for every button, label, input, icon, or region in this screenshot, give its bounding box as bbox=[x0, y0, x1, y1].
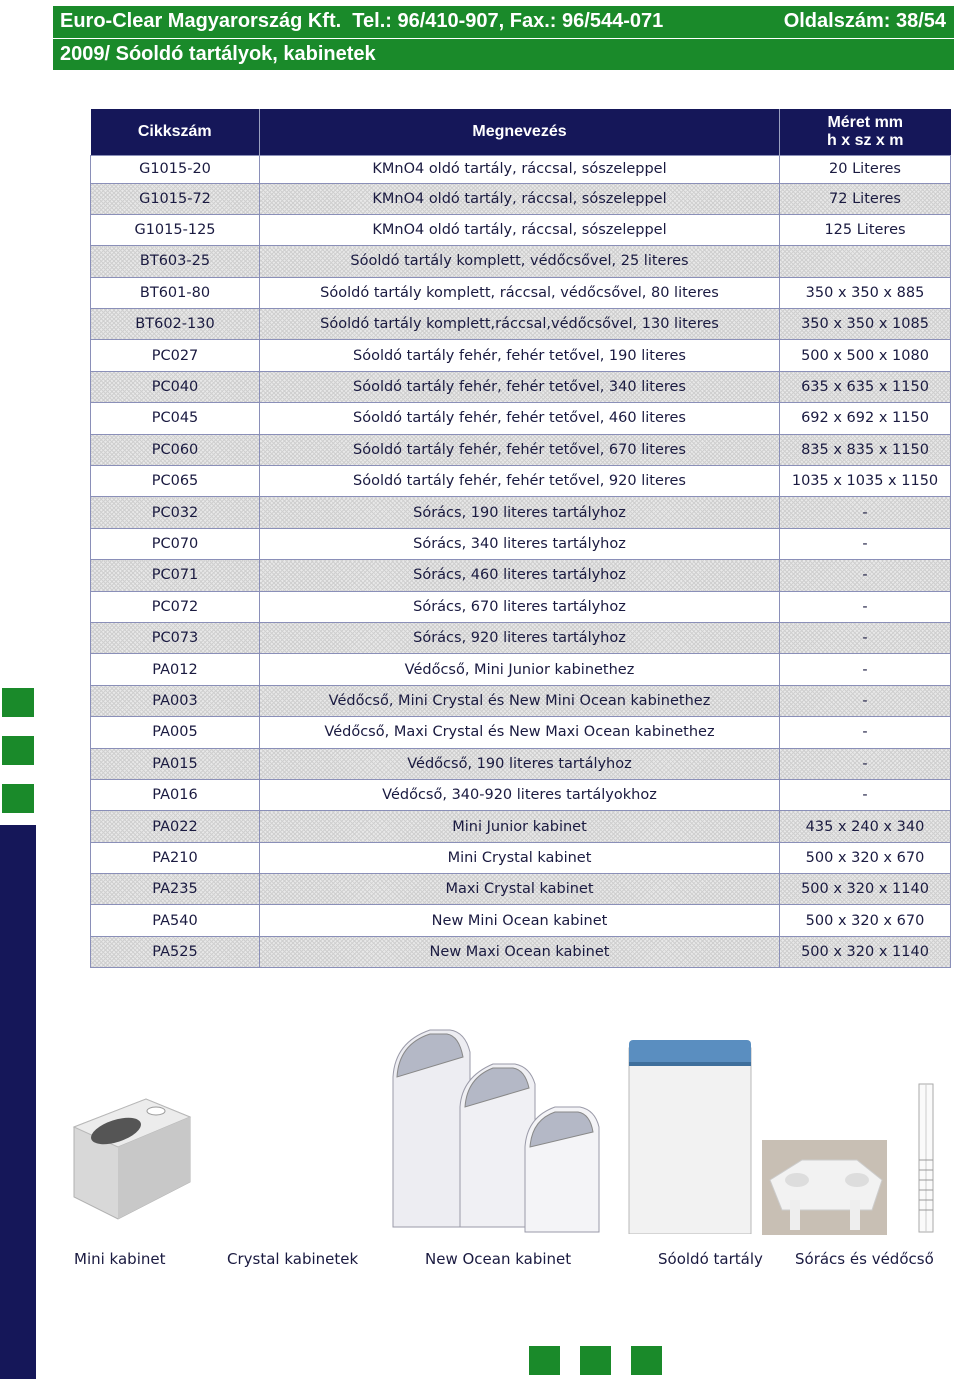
decor-square bbox=[580, 1346, 611, 1375]
cell-name: KMnO4 oldó tartály, ráccsal, sószeleppel bbox=[260, 183, 780, 214]
cell-code: G1015-20 bbox=[91, 155, 260, 183]
cell-size: - bbox=[780, 717, 951, 748]
cell-code: BT601-80 bbox=[91, 277, 260, 308]
mini-kabinet-image bbox=[68, 1097, 193, 1232]
cell-size: 500 x 320 x 670 bbox=[780, 842, 951, 873]
cell-name: Sórács, 190 literes tartályhoz bbox=[260, 497, 780, 528]
cell-size: 125 Literes bbox=[780, 214, 951, 245]
table-row bbox=[91, 811, 951, 842]
cell-name: Védőcső, 340-920 literes tartályokhoz bbox=[260, 779, 780, 810]
cell-size: - bbox=[780, 560, 951, 591]
header-bar bbox=[53, 6, 954, 38]
table-row bbox=[91, 748, 951, 779]
crystal-kabinetek-image bbox=[385, 1022, 615, 1237]
cell-size: 692 x 692 x 1150 bbox=[780, 403, 951, 434]
table-row bbox=[91, 591, 951, 622]
cell-size: 435 x 240 x 340 bbox=[780, 811, 951, 842]
table-row bbox=[91, 309, 951, 340]
table-row bbox=[91, 246, 951, 277]
table-row bbox=[91, 685, 951, 716]
cell-code: BT602-130 bbox=[91, 309, 260, 340]
cell-name: Maxi Crystal kabinet bbox=[260, 874, 780, 905]
cell-code: PC073 bbox=[91, 622, 260, 653]
table-row bbox=[91, 371, 951, 402]
cell-name: Sórács, 340 literes tartályhoz bbox=[260, 528, 780, 559]
cell-code: PC027 bbox=[91, 340, 260, 371]
table-row bbox=[91, 622, 951, 653]
table-row bbox=[91, 905, 951, 936]
cell-name: New Mini Ocean kabinet bbox=[260, 905, 780, 936]
table-row bbox=[91, 155, 951, 183]
table-row bbox=[91, 214, 951, 245]
section-title: 2009/ Sóoldó tartályok, kabinetek bbox=[60, 43, 376, 65]
sooldo-tartaly-image bbox=[762, 1140, 887, 1235]
table-header-row bbox=[91, 109, 951, 155]
left-decor-bar bbox=[0, 825, 36, 1379]
cell-size: - bbox=[780, 748, 951, 779]
cell-code: PC071 bbox=[91, 560, 260, 591]
table-row bbox=[91, 277, 951, 308]
cell-code: G1015-72 bbox=[91, 183, 260, 214]
cell-name: Sórács, 920 literes tartályhoz bbox=[260, 622, 780, 653]
cell-size: 350 x 350 x 885 bbox=[780, 277, 951, 308]
cell-name: Sóoldó tartály fehér, fehér tetővel, 340 literes bbox=[260, 371, 780, 402]
cell-name: Sóoldó tartály komplett, védőcsővel, 25 literes bbox=[260, 246, 780, 277]
table-row bbox=[91, 528, 951, 559]
cell-size: 72 Literes bbox=[780, 183, 951, 214]
table-row bbox=[91, 183, 951, 214]
cell-name: Sóoldó tartály fehér, fehér tetővel, 190 literes bbox=[260, 340, 780, 371]
cell-name: KMnO4 oldó tartály, ráccsal, sószeleppel bbox=[260, 214, 780, 245]
table-row bbox=[91, 340, 951, 371]
cell-size: 500 x 500 x 1080 bbox=[780, 340, 951, 371]
cell-code: BT603-25 bbox=[91, 246, 260, 277]
column-header-size: Méret mm h x sz x m bbox=[780, 109, 951, 155]
cell-size: 500 x 320 x 1140 bbox=[780, 874, 951, 905]
cell-name: Mini Junior kabinet bbox=[260, 811, 780, 842]
cell-code: PA210 bbox=[91, 842, 260, 873]
cell-name: New Maxi Ocean kabinet bbox=[260, 936, 780, 967]
cell-name: KMnO4 oldó tartály, ráccsal, sószeleppel bbox=[260, 155, 780, 183]
new-ocean-kabinet-image bbox=[627, 1038, 753, 1234]
cell-size: 20 Literes bbox=[780, 155, 951, 183]
cell-size: 635 x 635 x 1150 bbox=[780, 371, 951, 402]
caption-new-ocean-kabinet: New Ocean kabinet bbox=[425, 1250, 572, 1268]
decor-square bbox=[631, 1346, 662, 1375]
column-header-name: Megnevezés bbox=[260, 109, 780, 155]
cell-name: Sórács, 670 literes tartályhoz bbox=[260, 591, 780, 622]
cell-code: PA235 bbox=[91, 874, 260, 905]
cell-size bbox=[780, 246, 951, 277]
cell-size: - bbox=[780, 654, 951, 685]
cell-code: PC045 bbox=[91, 403, 260, 434]
decor-square bbox=[529, 1346, 560, 1375]
caption-soracs-vedocso: Sórács és védőcső bbox=[795, 1250, 934, 1268]
decor-square bbox=[2, 784, 34, 813]
company-contact: Euro-Clear Magyarország Kft. Tel.: 96/410-907, Fax.: 96/544-071 bbox=[60, 10, 664, 32]
cell-size: - bbox=[780, 591, 951, 622]
table-row bbox=[91, 842, 951, 873]
cell-name: Védőcső, Mini Crystal és New Mini Ocean kabinethez bbox=[260, 685, 780, 716]
caption-mini-kabinet: Mini kabinet bbox=[74, 1250, 166, 1268]
page-number: Oldalszám: 38/54 bbox=[783, 10, 946, 32]
cell-code: G1015-125 bbox=[91, 214, 260, 245]
cell-code: PA015 bbox=[91, 748, 260, 779]
decor-square bbox=[2, 736, 34, 765]
table-row bbox=[91, 936, 951, 967]
product-table bbox=[90, 109, 951, 968]
soracs-vedocso-image bbox=[905, 1080, 950, 1235]
section-title-bar bbox=[53, 39, 954, 70]
table-row bbox=[91, 466, 951, 497]
table-row bbox=[91, 874, 951, 905]
cell-code: PC072 bbox=[91, 591, 260, 622]
decor-square bbox=[2, 688, 34, 717]
cell-code: PC032 bbox=[91, 497, 260, 528]
cell-code: PA003 bbox=[91, 685, 260, 716]
cell-size: - bbox=[780, 622, 951, 653]
cell-name: Sóoldó tartály fehér, fehér tetővel, 670 literes bbox=[260, 434, 780, 465]
cell-name: Sóoldó tartály komplett,ráccsal,védőcsővel, 130 literes bbox=[260, 309, 780, 340]
column-header-code: Cikkszám bbox=[91, 109, 260, 155]
table-row bbox=[91, 560, 951, 591]
cell-name: Védőcső, 190 literes tartályhoz bbox=[260, 748, 780, 779]
cell-code: PC060 bbox=[91, 434, 260, 465]
cell-code: PC040 bbox=[91, 371, 260, 402]
cell-name: Sóoldó tartály komplett, ráccsal, védőcsővel, 80 literes bbox=[260, 277, 780, 308]
cell-size: 835 x 835 x 1150 bbox=[780, 434, 951, 465]
cell-code: PC070 bbox=[91, 528, 260, 559]
caption-crystal-kabinetek: Crystal kabinetek bbox=[227, 1250, 359, 1268]
table-row bbox=[91, 497, 951, 528]
cell-code: PA005 bbox=[91, 717, 260, 748]
cell-code: PA022 bbox=[91, 811, 260, 842]
cell-size: - bbox=[780, 779, 951, 810]
cell-name: Védőcső, Mini Junior kabinethez bbox=[260, 654, 780, 685]
cell-name: Sóoldó tartály fehér, fehér tetővel, 460 literes bbox=[260, 403, 780, 434]
cell-size: 1035 x 1035 x 1150 bbox=[780, 466, 951, 497]
cell-code: PA540 bbox=[91, 905, 260, 936]
cell-size: 500 x 320 x 1140 bbox=[780, 936, 951, 967]
cell-size: 350 x 350 x 1085 bbox=[780, 309, 951, 340]
table-row bbox=[91, 434, 951, 465]
table-row bbox=[91, 717, 951, 748]
table-row bbox=[91, 654, 951, 685]
cell-name: Sórács, 460 literes tartályhoz bbox=[260, 560, 780, 591]
cell-code: PA016 bbox=[91, 779, 260, 810]
caption-sooldo-tartaly: Sóoldó tartály bbox=[658, 1250, 763, 1268]
cell-size: - bbox=[780, 685, 951, 716]
cell-code: PA525 bbox=[91, 936, 260, 967]
cell-size: - bbox=[780, 497, 951, 528]
cell-code: PA012 bbox=[91, 654, 260, 685]
cell-size: 500 x 320 x 670 bbox=[780, 905, 951, 936]
cell-name: Mini Crystal kabinet bbox=[260, 842, 780, 873]
table-row bbox=[91, 779, 951, 810]
cell-size: - bbox=[780, 528, 951, 559]
cell-name: Sóoldó tartály fehér, fehér tetővel, 920 literes bbox=[260, 466, 780, 497]
table-row bbox=[91, 403, 951, 434]
cell-code: PC065 bbox=[91, 466, 260, 497]
cell-name: Védőcső, Maxi Crystal és New Maxi Ocean kabinethez bbox=[260, 717, 780, 748]
